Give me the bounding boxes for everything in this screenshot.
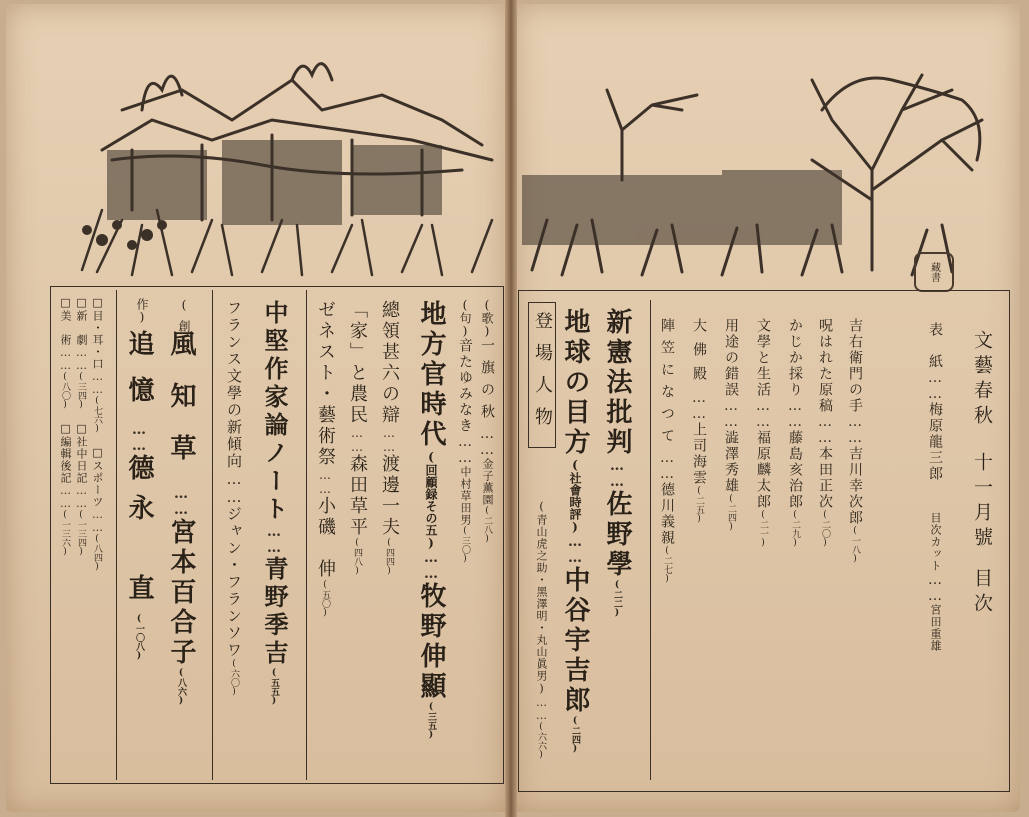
entry-page: (五〇) — [320, 580, 330, 618]
cover-artist: 梅原龍三郎 — [927, 402, 943, 482]
feature-page: (二二) — [612, 580, 622, 618]
toc-entry: ゼネスト・藝術祭……小磯 伸(五〇) — [315, 300, 336, 618]
divider — [306, 290, 307, 780]
entry-title: 一旗の秋 — [479, 338, 495, 426]
entry-author: 中村草田男 — [459, 466, 472, 526]
work-title: 風知草 — [166, 330, 196, 486]
toc-entry: 「家」と農民……森田草平(四八) — [347, 300, 368, 576]
feature-author: 中谷宇吉郎 — [560, 566, 590, 716]
toc-entry: 呪はれた原稿……本田正次(二〇) — [817, 318, 833, 548]
toc-entry: 用途の錯誤……澁澤秀雄(二四) — [723, 318, 739, 532]
feature-author: 佐野學 — [602, 490, 632, 580]
entry-page: (二〇) — [820, 510, 830, 548]
toc-entry: フランス文學の新傾向……ジャン・フランソワ(六〇) — [225, 300, 243, 697]
entry-author: 德川義親 — [659, 482, 675, 546]
toc-entry: 總領甚六の辯……渡邊一夫(四四) — [379, 300, 400, 576]
feature-title: 新憲法批判 — [602, 308, 632, 458]
entry-title: ゼネスト・藝術祭 — [315, 300, 336, 468]
entry-page: (二四) — [726, 494, 736, 532]
work-author: 宮本百合子 — [166, 518, 196, 668]
entry-note: (回顧録その五) — [424, 450, 438, 550]
feature-entry: 地球の目方(社會時評)……中谷宇吉郎(二四) — [560, 308, 590, 754]
entry-author: 牧野伸顯 — [416, 582, 446, 702]
entry-title: 音たゆみなき — [457, 338, 473, 434]
divider — [650, 300, 651, 780]
creative-tag: (創 — [177, 298, 191, 340]
entry-title: 呪はれた原稿 — [817, 318, 833, 414]
entry-author: 本田正次 — [817, 446, 833, 510]
work-title: 追憶 — [124, 330, 154, 422]
toc-entry: (歌)一旗の秋……金子薫園(二八) — [479, 298, 495, 544]
entry-tag: (句) — [458, 298, 472, 338]
entry-page: (二八) — [482, 506, 492, 544]
toc-entry: 文學と生活……福原麟太郎(二一) — [755, 318, 771, 548]
entry-page: (四四) — [384, 538, 394, 576]
column-item: □美 術……(八〇)□編輯後記……(一三六) — [59, 296, 72, 557]
toc-entry: 吉右衛門の手……吉川幸次郎(一八) — [847, 318, 863, 564]
column-title: □美 術 — [59, 296, 72, 346]
entry-author: 渡邊一夫 — [379, 454, 400, 538]
column-title: □編輯後記 — [59, 422, 72, 484]
entry-page: (二一) — [758, 510, 768, 548]
entry-author: 金子薫園 — [481, 458, 494, 506]
creative-work: 追憶……德永 直(一〇八) — [124, 330, 154, 661]
issue-label: 十一月號 — [971, 452, 993, 552]
entry-page: (三〇) — [460, 526, 470, 564]
toc-cut-artist: 宮田重雄 — [929, 604, 942, 652]
entry-title: 文學と生活 — [755, 318, 771, 398]
entry-author: 藤島亥治郎 — [787, 430, 803, 510]
column-item: □新 劇……(三四)□社中日記……(一三四) — [75, 296, 88, 557]
column-item: □目・耳・口……(七六)□スポーツ……(八四) — [91, 296, 104, 572]
entry-title: 大佛殿 — [691, 318, 707, 390]
column-page: (一三六) — [60, 510, 70, 557]
entry-page: (一八) — [850, 526, 860, 564]
divider — [212, 290, 213, 780]
feature-page: (二四) — [570, 716, 580, 754]
entry-page: (五五) — [269, 668, 279, 706]
entry-author: 青野季吉 — [260, 556, 289, 668]
entry-title: 用途の錯誤 — [723, 318, 739, 398]
creative-tag: 作) — [135, 298, 149, 324]
entry-author: 澁澤秀雄 — [723, 430, 739, 494]
work-page: (一〇八) — [134, 614, 144, 661]
boxed-section-names: (青山虎之助・黑澤明・丸山眞男)……(六六) — [535, 500, 548, 760]
entry-page: (四八) — [352, 538, 362, 576]
entry-page: (六〇) — [229, 659, 239, 697]
toc-entry: 大佛殿……上司海雲(二五) — [691, 318, 707, 524]
boxed-section-label: 登場人物 — [528, 302, 556, 448]
entry-title: 總領甚六の辯 — [379, 300, 400, 426]
entry-tag: (歌) — [480, 298, 494, 338]
entry-title: フランス文學の新傾向 — [225, 300, 243, 470]
entry-page: (二九) — [790, 510, 800, 548]
magazine-heading — [972, 330, 991, 618]
toc-entry: かじか採り……藤島亥治郎(二九) — [787, 318, 803, 548]
column-page: (七六) — [92, 396, 102, 434]
credits: 表 紙……梅原龍三郎目次カット……宮田重雄 — [927, 322, 943, 652]
entry-author: 小磯 伸 — [315, 496, 336, 580]
column-page: (八四) — [92, 534, 102, 572]
entry-title: 中堅作家論ノート — [260, 300, 289, 524]
toc-entry: 中堅作家論ノート……青野季吉(五五) — [260, 300, 289, 706]
column-title: □新 劇 — [75, 296, 88, 346]
column-page: (一三四) — [76, 510, 86, 557]
entry-author: 上司海雲 — [691, 422, 707, 486]
feature-note: (社會時評) — [568, 458, 582, 534]
divider — [116, 290, 117, 780]
toc-entry: (句)音たゆみなき……中村草田男(三〇) — [457, 298, 473, 564]
feature-entry: 新憲法批判……佐野學(二二) — [602, 308, 632, 618]
entry-title: 吉右衛門の手 — [847, 318, 863, 414]
toc-cut-label: 目次カット — [929, 512, 942, 572]
column-title: □社中日記 — [75, 422, 88, 484]
column-title: □スポーツ — [91, 446, 104, 508]
magazine-title: 文藝春秋 — [971, 330, 993, 430]
book-gutter — [505, 0, 517, 817]
entry-author: 福原麟太郎 — [755, 430, 771, 510]
entry-author: ジャン・フランソワ — [225, 506, 243, 659]
work-page: (八六) — [176, 668, 186, 706]
entry-title: かじか採り — [787, 318, 803, 398]
entry-title: 陣笠になつて — [659, 318, 675, 450]
entry-page: (二七) — [662, 546, 672, 584]
toc-entry: 地方官時代(回顧録その五)……牧野伸顯(三五) — [416, 300, 446, 740]
creative-work: 風知草……宮本百合子(八六) — [166, 330, 196, 706]
entry-title: 地方官時代 — [416, 300, 446, 450]
entry-author: 森田草平 — [347, 454, 368, 538]
cover-label: 表 紙 — [927, 322, 943, 370]
column-page: (三四) — [76, 372, 86, 410]
column-page: (八〇) — [60, 372, 70, 410]
toc-entry: 陣笠になつて……德川義親(二七) — [659, 318, 675, 584]
work-author: 德永 直 — [124, 454, 154, 614]
entry-title: 「家」と農民 — [347, 300, 368, 426]
collection-stamp: 藏書 — [914, 252, 954, 292]
feature-title: 地球の目方 — [560, 308, 590, 458]
boxed-section-page: (六六) — [536, 722, 546, 760]
entry-page: (三五) — [426, 702, 436, 740]
entry-author: 吉川幸次郎 — [847, 446, 863, 526]
village-illustration — [62, 50, 502, 280]
toc-label: 目次 — [971, 568, 993, 618]
column-title: □目・耳・口 — [91, 296, 104, 370]
entry-page: (二五) — [694, 486, 704, 524]
